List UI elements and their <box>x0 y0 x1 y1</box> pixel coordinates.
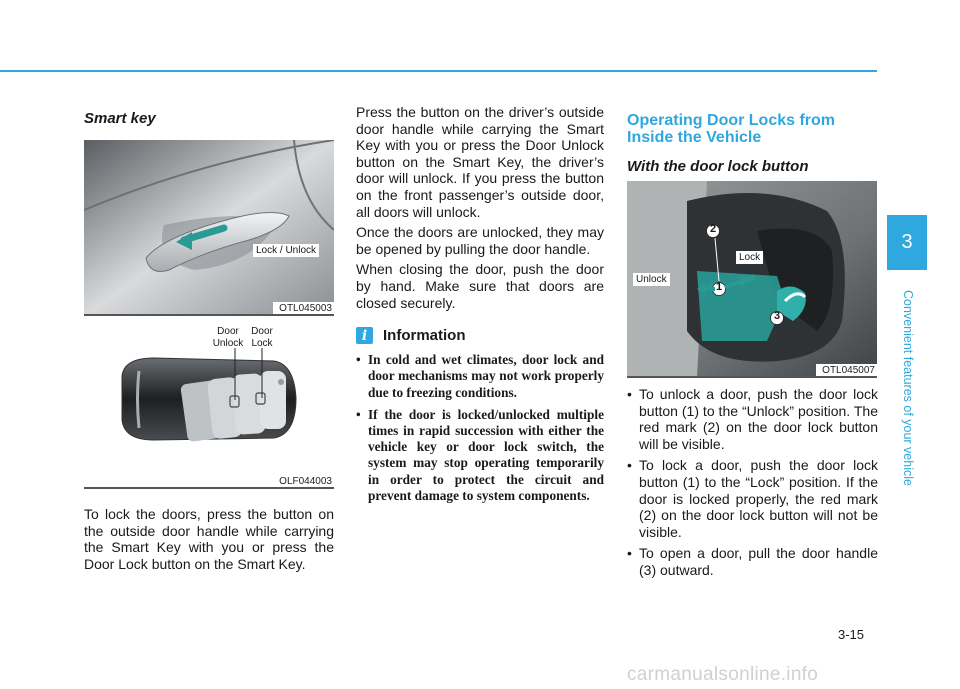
right-column <box>627 110 878 584</box>
information-item: • In cold and wet climates, door lock and door mechanisms may not work properly due to freezing conditions. <box>356 352 604 401</box>
door-handle-photo <box>84 140 334 316</box>
chapter-title-vertical <box>896 282 920 494</box>
information-list <box>356 352 604 504</box>
watermark: carmanualsonline.info <box>627 664 819 685</box>
door-unlock-label <box>208 326 248 350</box>
door-unlock-label-line2: Unlock <box>212 338 244 349</box>
image-code-3: OTL045007 <box>816 364 877 376</box>
door-lock-label-line1: Door <box>251 326 273 337</box>
image-code-2: OLF044003 <box>273 475 334 487</box>
door-unlock-label-line1: Door <box>217 326 239 337</box>
information-title: Information <box>383 327 466 345</box>
door-lock-button-subheading: With the door lock button <box>627 158 809 175</box>
chapter-tab: 3 <box>887 215 927 270</box>
door-lock-label-line2: Lock <box>251 338 273 349</box>
lock-doors-paragraph: To lock the doors, press the button on the outside door handle while carrying the Smart Key with you or press the Door Lock button on the Smart Key. <box>84 506 334 572</box>
open-paragraph: Once the doors are unlocked, they may be opened by pulling the door handle. <box>356 224 604 257</box>
left-column <box>84 110 334 572</box>
section-heading <box>627 112 878 146</box>
door-lock-steps <box>627 386 878 579</box>
information-item: • If the door is locked/unlocked multiple times in rapid succession with either the vehicle key or door lock switch, the system may stop operating temporarily in order to protect the circuit and prevent damage to system components. <box>356 407 604 504</box>
lock-unlock-label: Lock / Unlock <box>253 244 319 257</box>
unlock-paragraph: Press the button on the driver’s outside door handle while carrying the Smart Key with you or press the Door Unlock button on the Smart Key, the driver’s door will unlock. If you press the button on the front passenger’s outside door, all doors will unlock. <box>356 104 604 220</box>
information-header <box>356 327 604 344</box>
interior-door-photo <box>627 181 877 378</box>
step-item: • To unlock a door, push the door lock button (1) to the “Unlock” position. The red mark (2) on the door lock button will be visible. <box>627 386 878 452</box>
chapter-title: Convenient features of your vehicle <box>901 290 915 486</box>
smart-key-photo <box>84 316 334 489</box>
close-paragraph: When closing the door, push the door by hand. Make sure that doors are closed securely. <box>356 261 604 311</box>
section-heading-line1: Operating Door Locks from <box>627 112 836 129</box>
callout-2: 2 <box>709 223 717 235</box>
callout-3: 3 <box>773 310 781 322</box>
middle-column <box>356 104 604 510</box>
unlock-label: Unlock <box>633 273 670 286</box>
step-item: • To lock a door, push the door lock button (1) to the “Lock” position. If the door is locked properly, the red mark (2) on the door lock button will not be visible. <box>627 457 878 540</box>
information-icon: i <box>356 327 373 344</box>
door-handle-illustration <box>84 140 334 316</box>
step-item: • To open a door, pull the door handle (3) outward. <box>627 545 878 578</box>
smart-key-heading: Smart key <box>84 110 156 127</box>
door-lock-label <box>244 326 280 350</box>
image-code-1: OTL045003 <box>273 302 334 314</box>
header-rule <box>0 70 877 72</box>
lock-label: Lock <box>736 251 763 264</box>
section-heading-line2: Inside the Vehicle <box>627 129 762 146</box>
callout-1: 1 <box>715 281 723 293</box>
page-number: 3-15 <box>838 627 865 642</box>
